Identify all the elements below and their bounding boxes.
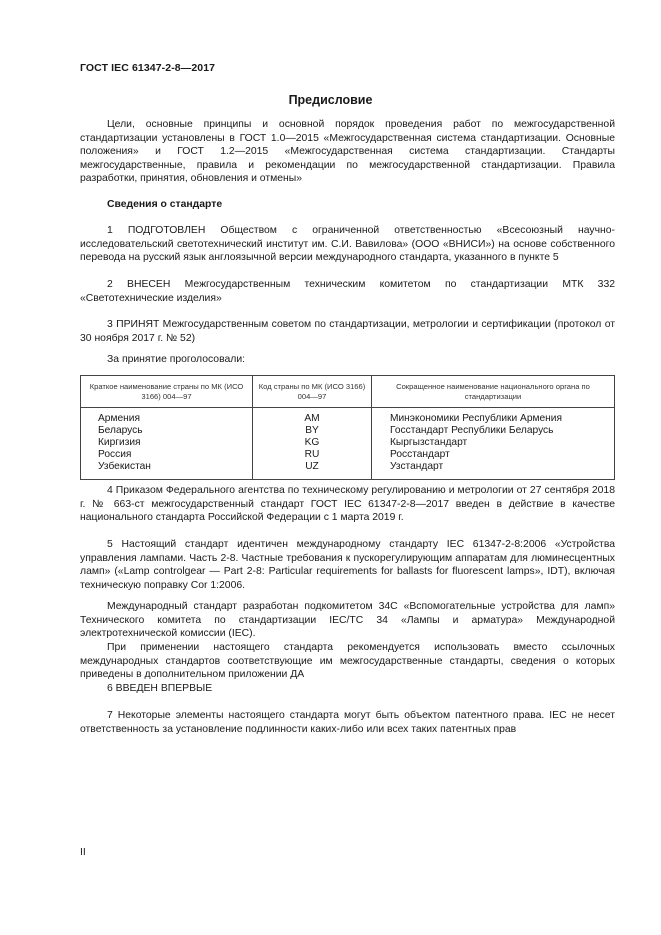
table-header-code: Код страны по МК (ИСО 3166) 004—97 [253, 376, 372, 408]
table-header-body: Сокращенное наименование национального органа по стандартизации [372, 376, 615, 408]
intro-paragraph: Цели, основные принципы и основной порядок проведения работ по межгосударственной стандартизации установлены в ГОСТ 1.0—2015 «Межгосударственная система стандартизации. Основные положения» и ГОСТ 1.2—2015 «Межгосударственная система стандартизации. Стандарты межгосударственные, правила и рекомендации по межгосударственной стандартизации. Правила разработки, принятия, обновления и отмены» [80, 119, 615, 185]
country-code: UZ [253, 461, 372, 480]
subheading: Сведения о стандарте [107, 199, 223, 210]
table-header-country: Краткое наименование страны по МК (ИСО 3166) 004—97 [81, 376, 253, 408]
table-row [81, 461, 615, 480]
table-header-row [81, 376, 615, 408]
item-5-development-paragraph: Международный стандарт разработан подкомитетом 34С «Вспомогательные устройства для ламп» Технического комитета по стандартизации IEC/TC 34 «Лампы и арматура» Международной электротехнической комиссии (IEC). [80, 601, 615, 640]
country-code: BY [253, 425, 372, 437]
country-name: Армения [81, 408, 253, 426]
standards-body: Росстандарт [372, 449, 615, 461]
standards-body: Узстандарт [372, 461, 615, 480]
table-row [81, 408, 615, 426]
country-name: Узбекистан [81, 461, 253, 480]
country-code: RU [253, 449, 372, 461]
standards-body: Минэкономики Республики Армения [372, 408, 615, 426]
countries-table [80, 375, 615, 480]
country-name: Россия [81, 449, 253, 461]
item-4-paragraph: 4 Приказом Федерального агентства по техническому регулированию и метрологии от 27 сентября 2018 г. № 663-ст межгосударственный стандарт ГОСТ IEC 61347-2-8—2017 введен в действие в качестве национального стандарта Российской Федерации с 1 марта 2019 г. [80, 485, 615, 524]
item-2-paragraph: 2 ВНЕСЕН Межгосударственным техническим комитетом по стандартизации МТК 332 «Светотехнические изделия» [80, 279, 615, 304]
item-3-paragraph: 3 ПРИНЯТ Межгосударственным советом по стандартизации, метрологии и сертификации (протокол от 30 ноября 2017 г. № 52) [80, 319, 615, 344]
section-title: Предисловие [288, 93, 373, 107]
item-7-paragraph: 7 Некоторые элементы настоящего стандарта могут быть объектом патентного права. IEC не несет ответственность за установление подлинности каких-либо или всех таких патентных прав [80, 710, 615, 735]
country-name: Беларусь [81, 425, 253, 437]
standards-body: Госстандарт Республики Беларусь [372, 425, 615, 437]
item-5-paragraph: 5 Настоящий стандарт идентичен международному стандарту IEC 61347-2-8:2006 «Устройства управления лампами. Часть 2-8. Частные требования к пускорегулирующим аппаратам для люминесцентных ламп» («Lamp controlgear — Part 2-8: Particular requirements for ballasts for fluorescent lamps», IDT), включая техническую поправку Cor 1:2006. [80, 539, 615, 591]
country-name: Киргизия [81, 437, 253, 449]
country-code: KG [253, 437, 372, 449]
table-row [81, 425, 615, 437]
item-1-paragraph: 1 ПОДГОТОВЛЕН Обществом с ограниченной ответственностью «Всесоюзный научно-исследовательский светотехнический институт им. С.И. Вавилова» (ООО «ВНИСИ») на основе собственного перевода на русский язык англоязычной версии международного стандарта, указанного в пункте 5 [80, 225, 615, 264]
standards-body: Кыргызстандарт [372, 437, 615, 449]
item-6-paragraph: 6 ВВЕДЕН ВПЕРВЫЕ [107, 683, 213, 694]
table-row [81, 437, 615, 449]
voted-label: За принятие проголосовали: [107, 354, 246, 365]
document-header: ГОСТ IEC 61347-2-8—2017 [80, 62, 216, 74]
table-row [81, 449, 615, 461]
page-number: II [80, 847, 86, 858]
item-5-application-paragraph: При применении настоящего стандарта рекомендуется использовать вместо ссылочных международных стандартов соответствующие им межгосударственные стандарты, сведения о которых приведены в дополнительном приложении ДА [80, 642, 615, 681]
country-code: AM [253, 408, 372, 426]
